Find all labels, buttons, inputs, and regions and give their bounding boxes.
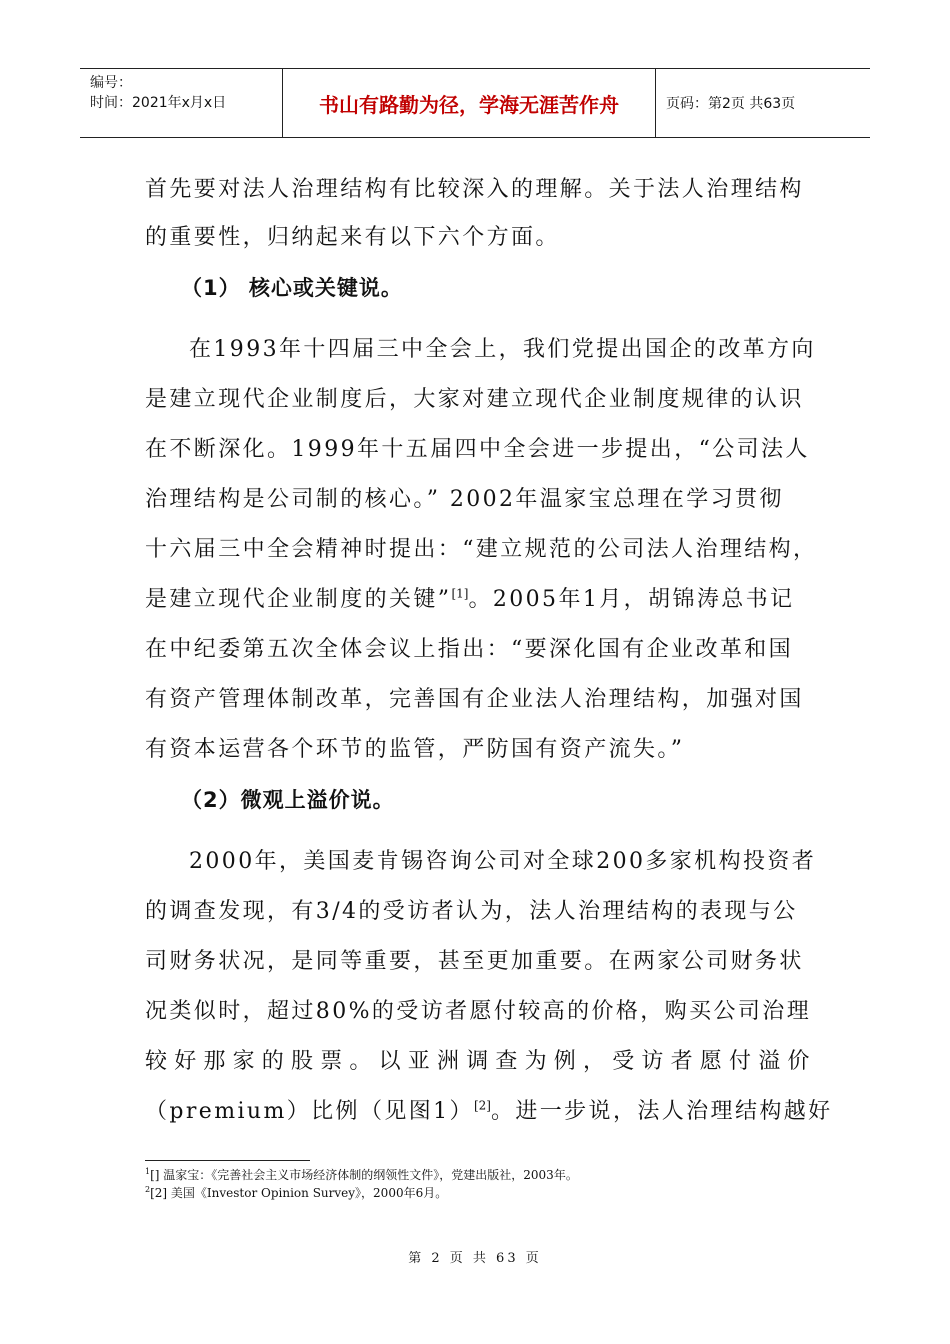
time-label: 时间：2021年x月x日 (90, 95, 227, 111)
section-heading-1: （1） 核心或关键说。 (181, 276, 403, 300)
paragraph-line: 有资产管理体制改革，完善国有企业法人治理结构，加强对国 (145, 687, 804, 712)
paragraph-line: 的调查发现，有3/4的受访者认为，法人治理结构的表现与公 (145, 899, 798, 924)
paragraph-line: 在中纪委第五次全体会议上指出：“要深化国有企业改革和国 (145, 637, 794, 662)
footnote-text: [2] 美国《Investor Opinion Survey》，2000年6月。 (150, 1186, 448, 1200)
paragraph-line: 况类似时，超过80%的受访者愿付较高的价格，购买公司治理 (145, 999, 812, 1024)
text-segment: （premium）比例（见图1） (145, 1099, 474, 1124)
paragraph-line: 的重要性，归纳起来有以下六个方面。 (145, 225, 560, 250)
page-number-footer: 第 2 页 共 63 页 (408, 1251, 542, 1266)
paragraph-line: 2000年，美国麦肯锡咨询公司对全球200多家机构投资者 (189, 849, 817, 874)
footnote-mark: 1 (145, 1167, 151, 1176)
footnote-2 (145, 1184, 447, 1201)
paragraph-line: 首先要对法人治理结构有比较深入的理解。关于法人治理结构 (145, 177, 804, 202)
text-segment: 。2005年1月，胡锦涛总书记 (468, 587, 795, 612)
paragraph-line (145, 582, 794, 613)
text-segment: 。进一步说，法人治理结构越好 (490, 1099, 833, 1124)
text-segment: 是建立现代企业制度的关键” (145, 587, 452, 612)
footnote-ref-2[interactable]: [2] (473, 1098, 491, 1113)
paragraph-line: 较好那家的股票。以亚洲调查为例，受访者愿付溢价 (145, 1049, 817, 1074)
header-meta (80, 69, 283, 137)
paragraph-line: 有资本运营各个环节的监管，严防国有资产流失。” (145, 737, 685, 762)
footnote-text: [] 温家宝：《完善社会主义市场经济体制的纲领性文件》，党建出版社，2003年。 (150, 1168, 578, 1182)
document-header (80, 68, 870, 138)
header-motto: 书山有路勤为径，学海无涯苦作舟 (283, 69, 656, 137)
footnote-separator (145, 1160, 310, 1161)
paragraph-line: 司财务状况，是同等重要，甚至更加重要。在两家公司财务状 (145, 949, 804, 974)
header-page-info: 页码：第2页 共63页 (666, 96, 796, 112)
footnote-mark: 2 (145, 1185, 151, 1194)
paragraph-line: 治理结构是公司制的核心。” 2002年温家宝总理在学习贯彻 (145, 487, 784, 512)
number-label: 编号： (90, 75, 132, 91)
paragraph-line: 在1993年十四届三中全会上，我们党提出国企的改革方向 (189, 337, 816, 362)
paragraph-line: 十六届三中全会精神时提出：“建立规范的公司法人治理结构， (145, 537, 818, 562)
paragraph-line: 在不断深化。1999年十五届四中全会进一步提出，“公司法人 (145, 437, 810, 462)
paragraph-line (145, 1094, 833, 1125)
footnote-1 (145, 1166, 578, 1183)
section-heading-2: （2）微观上溢价说。 (181, 788, 395, 812)
paragraph-line: 是建立现代企业制度后，大家对建立现代企业制度规律的认识 (145, 387, 804, 412)
footnote-ref-1[interactable]: [1] (451, 586, 469, 601)
